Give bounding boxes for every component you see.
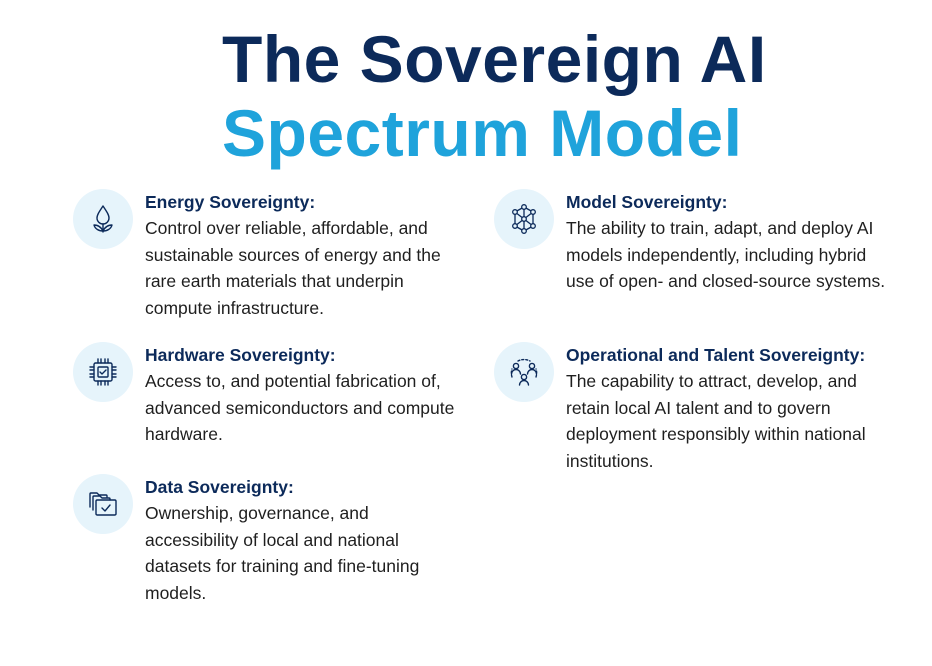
item-operational-title: Operational and Talent Sovereignty: [566, 345, 866, 365]
item-model-title: Model Sovereignty: [566, 192, 728, 212]
item-data-title: Data Sovereignty: [145, 477, 294, 497]
item-model-text [566, 189, 886, 295]
item-hardware-text [145, 342, 465, 448]
item-operational-description: The capability to attract, develop, and retain local AI talent and to govern deployment responsibly within national institutions. [566, 371, 866, 471]
people-network-icon [494, 342, 554, 402]
item-energy-description: Control over reliable, affordable, and sustainable sources of energy and the rare earth materials that underpin compute infrastructure. [145, 218, 441, 318]
item-energy-title: Energy Sovereignty: [145, 192, 316, 212]
item-hardware-description: Access to, and potential fabrication of, advanced semiconductors and compute hardware. [145, 371, 455, 444]
folders-check-icon [73, 474, 133, 534]
page-title [222, 22, 862, 170]
title-line-2: Spectrum Model [222, 96, 743, 170]
plant-drop-icon [73, 189, 133, 249]
neural-network-icon [494, 189, 554, 249]
item-hardware-title: Hardware Sovereignty: [145, 345, 336, 365]
item-energy-text [145, 189, 465, 321]
item-model-description: The ability to train, adapt, and deploy AI models independently, including hybrid use of open- and closed-source systems. [566, 218, 886, 291]
title-line-1: The Sovereign AI [222, 22, 767, 96]
item-data-text [145, 474, 465, 606]
chip-icon [73, 342, 133, 402]
item-operational-text [566, 342, 886, 474]
item-data-description: Ownership, governance, and accessibility of local and national datasets for training and fine-tuning models. [145, 503, 420, 603]
